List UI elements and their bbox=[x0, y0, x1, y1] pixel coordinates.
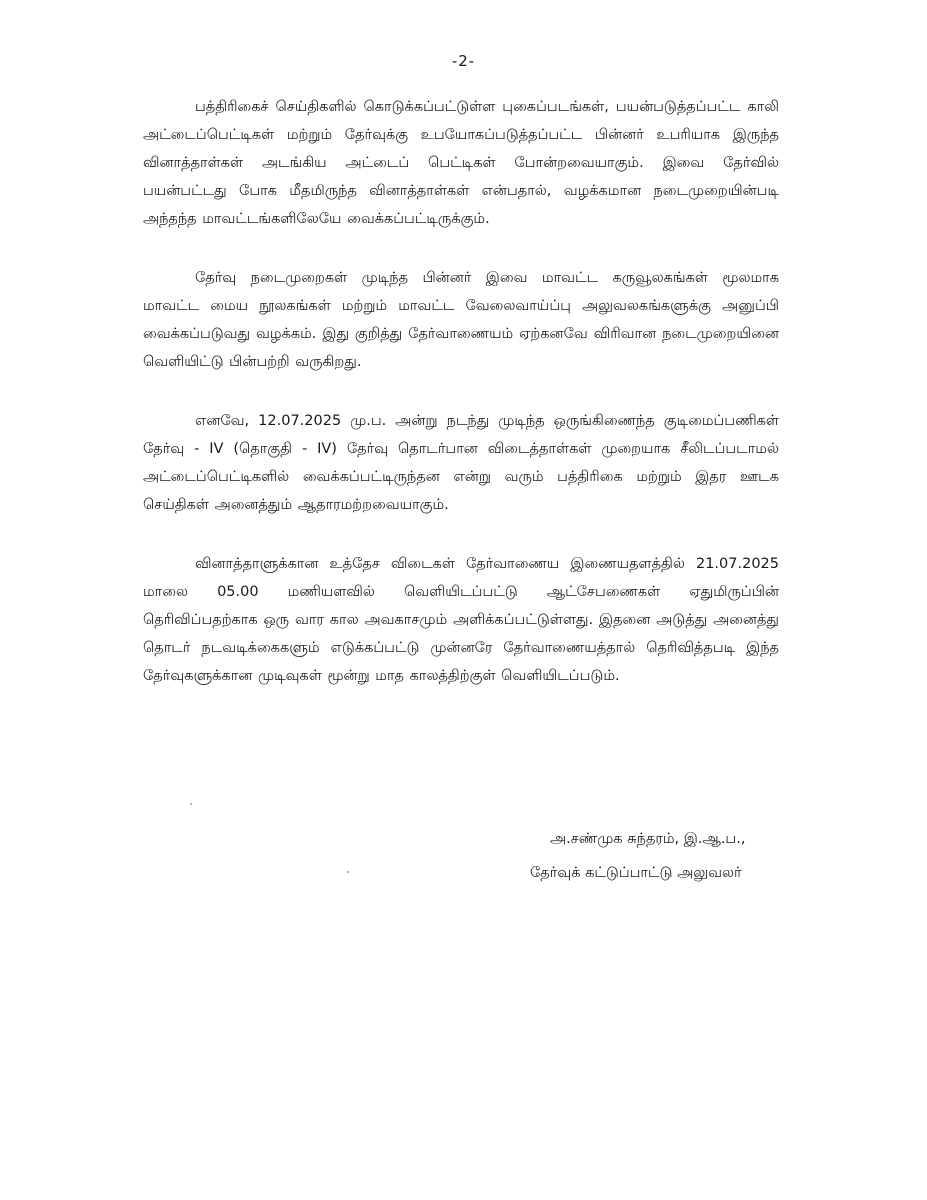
document-body bbox=[143, 93, 779, 721]
paragraph-clarification: எனவே, 12.07.2025 மு.ப. அன்று நடந்து முடிந்த ஒருங்கிணைந்த குடிமைப்பணிகள் தேர்வு - IV (தொகுதி - IV) தேர்வு தொடர்பான விடைத்தாள்கள் முறையாக சீலிடப்படாமல் அட்டைப்பெட்டிகளில் வைக்கப்பட்டிருந்தன என்று வரும் பத்திரிகை மற்றும் இதர ஊடக செய்திகள் அனைத்தும் ஆதாரமற்றவையாகும். bbox=[143, 413, 779, 513]
paragraph-answer-keys: வினாத்தாளுக்கான உத்தேச விடைகள் தேர்வாணைய இணையதளத்தில் 21.07.2025 மாலை 05.00 மணியளவில் வெளியிடப்பட்டு ஆட்சேபணைகள் ஏதுமிருப்பின் தெரிவிப்பதற்காக ஒரு வார கால அவகாசமும் அளிக்கப்பட்டுள்ளது. இதனை அடுத்து அனைத்து தொடர் நடவடிக்கைகளும் எடுக்கப்பட்டு முன்னரே தேர்வாணையத்தால் தெரிவித்தபடி இந்த தேர்வுகளுக்கான முடிவுகள் மூன்று மாத காலத்திற்குள் வெளியிடப்படும். bbox=[143, 556, 779, 684]
page-number: -2- bbox=[451, 52, 476, 70]
signatory-name: அ.சண்முக சுந்தரம், இ.ஆ.ப., bbox=[550, 831, 746, 847]
scan-speck bbox=[347, 871, 349, 873]
scan-speck bbox=[190, 803, 192, 805]
signature-block bbox=[530, 822, 810, 890]
paragraph-procedure: தேர்வு நடைமுறைகள் முடிந்த பின்னர் இவை மாவட்ட கருவூலகங்கள் மூலமாக மாவட்ட மைய நூலகங்கள் மற்றும் மாவட்ட வேலைவாய்ப்பு அலுவலகங்களுக்கு அனுப்பி வைக்கப்படுவது வழக்கம். இது குறித்து தேர்வாணையம் ஏற்கனவே விரிவான நடைமுறையினை வெளியிட்டு பின்பற்றி வருகிறது. bbox=[143, 270, 779, 370]
signatory-designation: தேர்வுக் கட்டுப்பாட்டு அலுவலர் bbox=[530, 865, 742, 881]
paragraph-photos-boxes: பத்திரிகைச் செய்திகளில் கொடுக்கப்பட்டுள்ள புகைப்படங்கள், பயன்படுத்தப்பட்ட காலி அட்டைப்பெட்டிகள் மற்றும் தேர்வுக்கு உபயோகப்படுத்தப்பட்ட பின்னர் உபரியாக இருந்த வினாத்தாள்கள் அடங்கிய அட்டைப் பெட்டிகள் போன்றவையாகும். இவை தேர்வில் பயன்பட்டது போக மீதமிருந்த வினாத்தாள்கள் என்பதால், வழக்கமான நடைமுறையின்படி அந்தந்த மாவட்டங்களிலேயே வைக்கப்பட்டிருக்கும். bbox=[143, 99, 779, 227]
